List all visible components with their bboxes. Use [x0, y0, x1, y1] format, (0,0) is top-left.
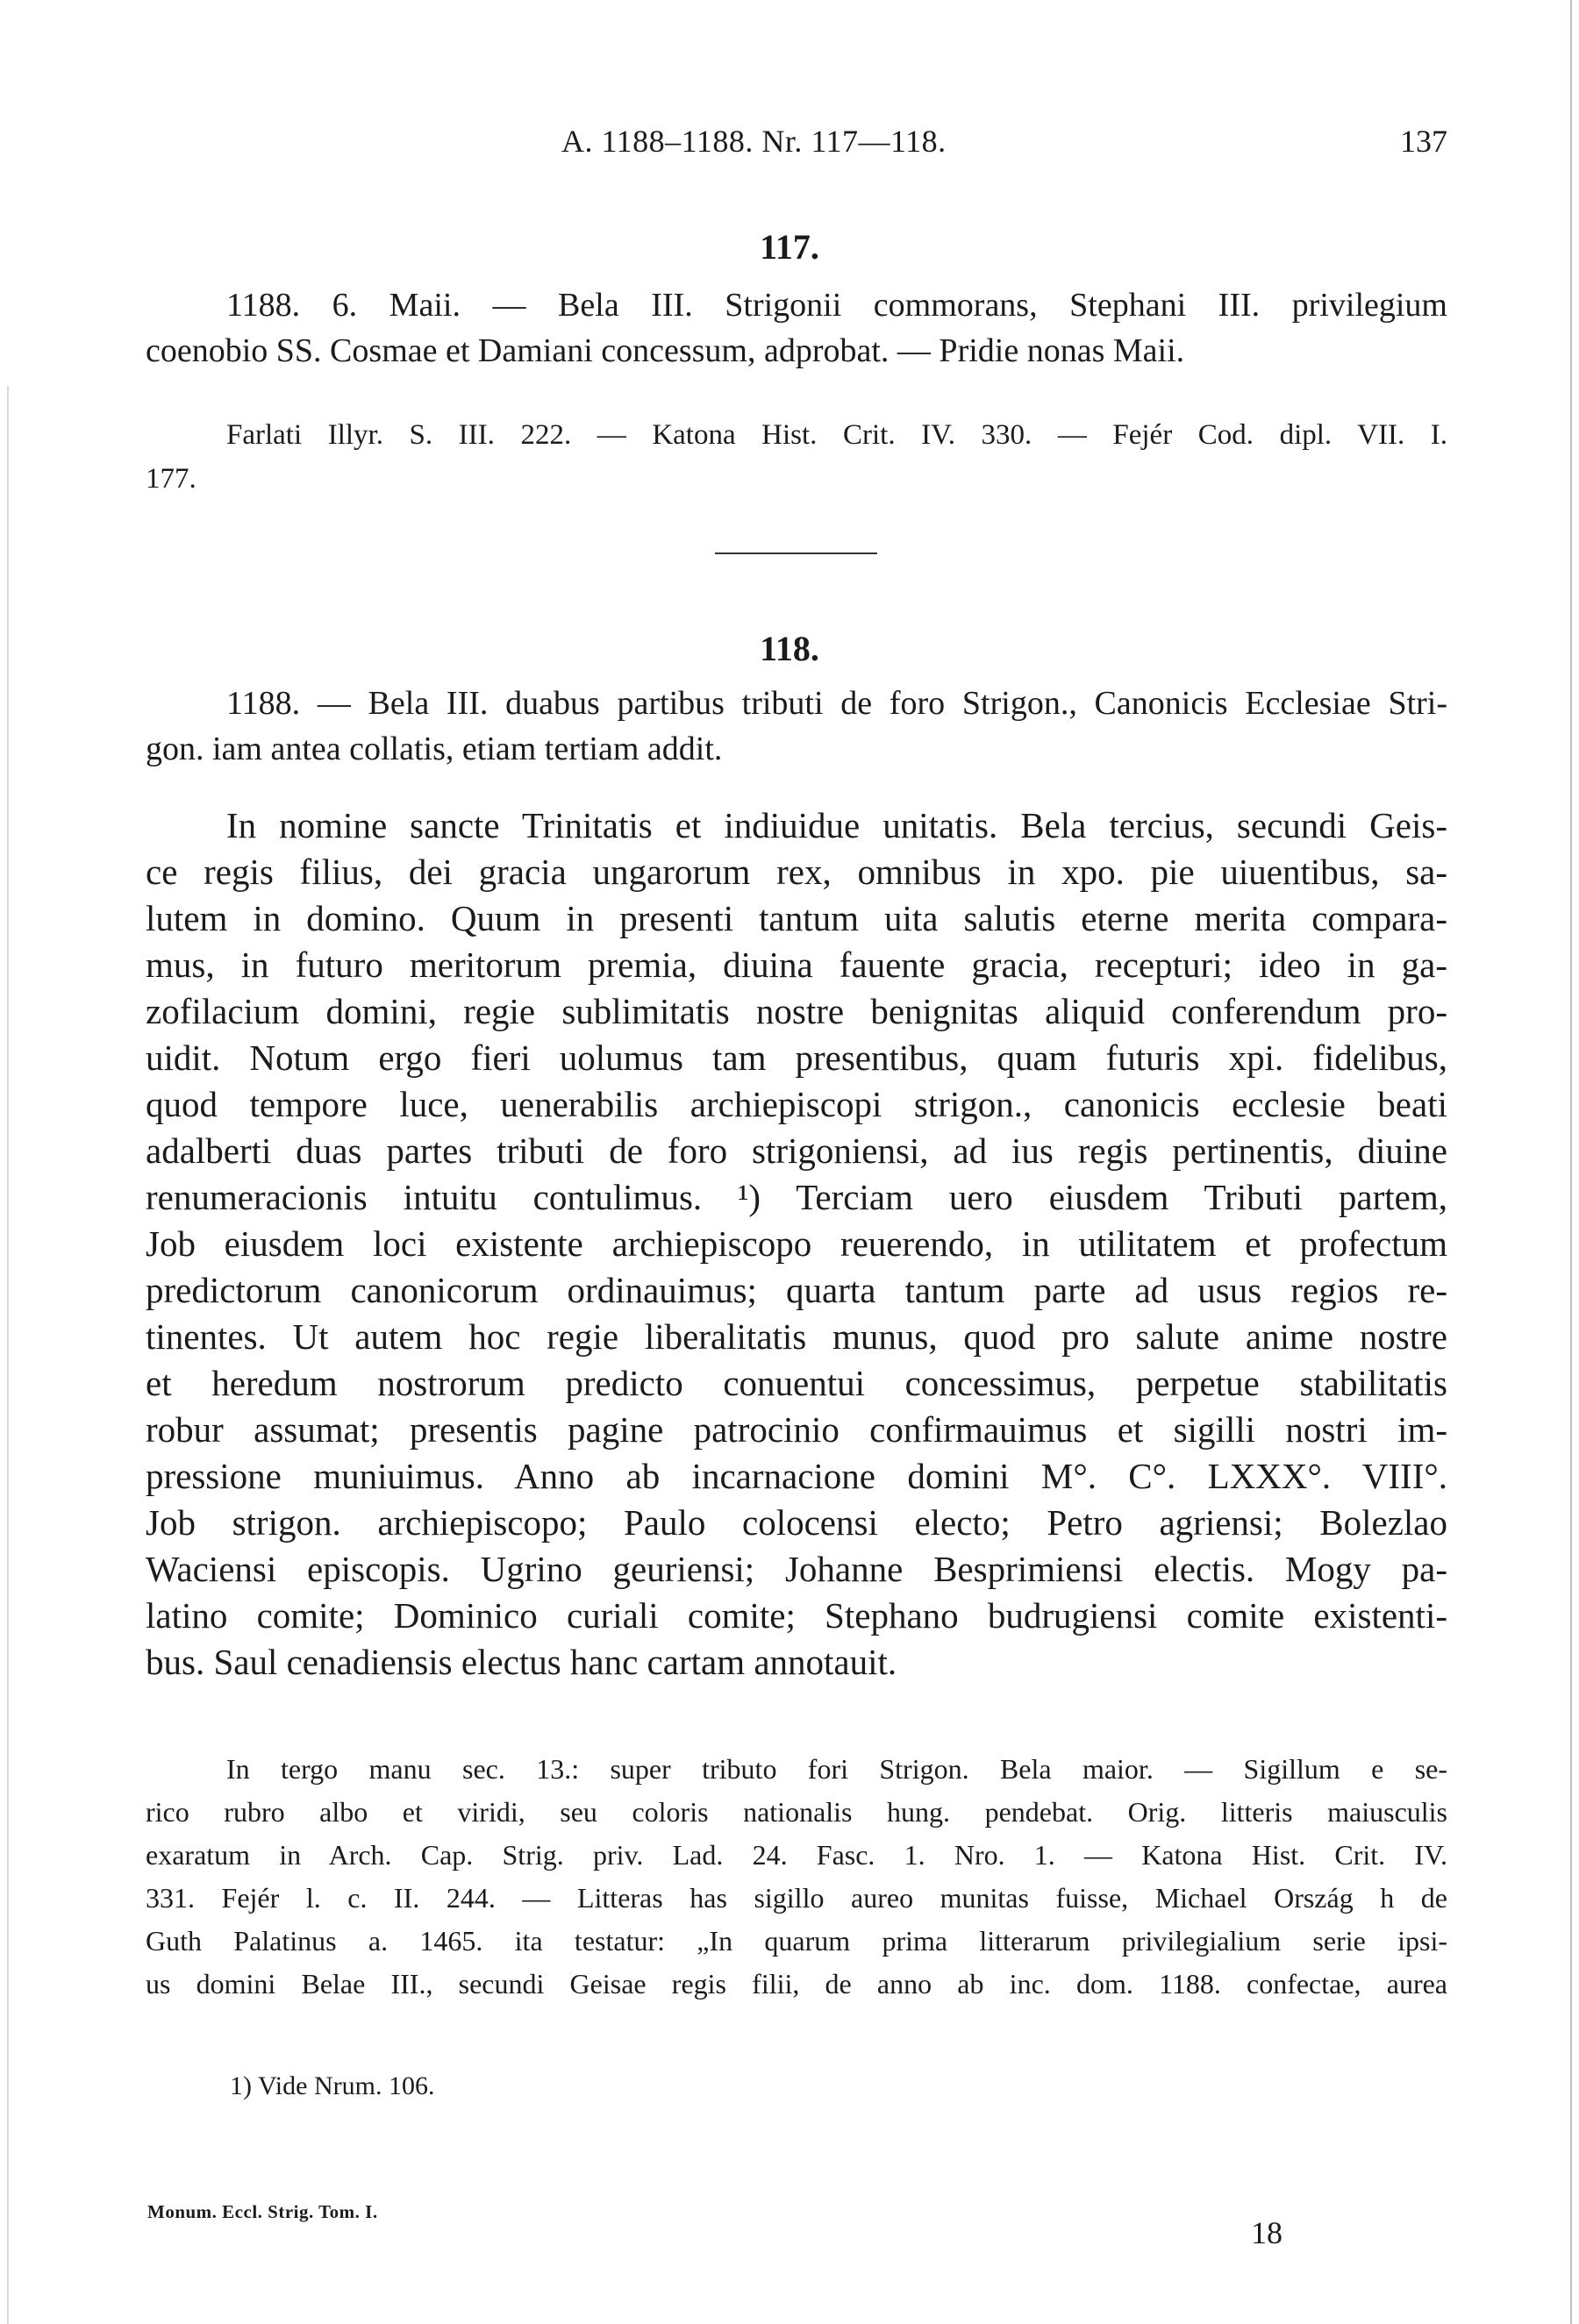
notes-line: us domini Belae III., secundi Geisae regis filii, de anno ab inc. dom. 1188. confectae, aurea — [146, 1968, 1447, 2000]
charter-line: tinentes. Ut autem hoc regie liberalitatis munus, quod pro salute anime nostre — [146, 1316, 1447, 1357]
charter-line: bus. Saul cenadiensis electus hanc cartam annotauit. — [146, 1642, 897, 1682]
notes-line: 331. Fejér l. c. II. 244. — Litteras has sigillo aureo munitas fuisse, Michael Ország h de — [146, 1882, 1447, 1914]
charter-line: zofilacium domini, regie sublimitatis nostre benignitas aliquid conferendum pro- — [146, 991, 1447, 1031]
charter-line: predictorum canonicorum ordinauimus; quarta tantum parte ad usus regios re- — [146, 1270, 1447, 1310]
footnote: 1) Vide Nrum. 106. — [230, 2071, 435, 2100]
doc-117-regest — [146, 282, 1447, 374]
archival-notes — [146, 1748, 1447, 2006]
notes-line: In tergo manu sec. 13.: super tributo fori Strigon. Bela maior. — Sigillum e se- — [226, 1753, 1447, 1785]
page-edge — [1570, 0, 1572, 2324]
charter-line: renumeracionis intuitu contulimus. ¹) Terciam uero eiusdem Tributi partem, — [146, 1177, 1447, 1217]
charter-line: pressione muniuimus. Anno ab incarnacione domini M°. C°. LXXX°. VIII°. — [146, 1456, 1447, 1496]
charter-line: quod tempore luce, uenerabilis archiepiscopi strigon., canonicis ecclesie beati — [146, 1084, 1447, 1124]
signature-mark: Monum. Eccl. Strig. Tom. I. — [147, 2201, 378, 2222]
charter-line: adalberti duas partes tributi de foro strigoniensi, ad ius regis pertinentis, diuine — [146, 1130, 1447, 1171]
charter-line: lutem in domino. Quum in presenti tantum uita salutis eterne merita compara- — [146, 898, 1447, 938]
charter-line: Waciensi episcopis. Ugrino geuriensi; Johanne Besprimiensi electis. Mogy pa- — [146, 1549, 1447, 1589]
sources-line: Farlati Illyr. S. III. 222. — Katona Hist. Crit. IV. 330. — Fejér Cod. dipl. VII. I. — [226, 419, 1447, 451]
charter-line: ce regis filius, dei gracia ungarorum rex, omnibus in xpo. pie uiuentibus, sa- — [146, 852, 1447, 892]
regest-line: gon. iam antea collatis, etiam tertiam addit. — [146, 731, 723, 767]
doc-117-sources — [146, 413, 1447, 501]
regest-line: 1188. — Bela III. duabus partibus tributi de foro Strigon., Canonicis Ecclesiae Stri- — [226, 685, 1447, 722]
notes-line: rico rubro albo et viridi, seu coloris nationalis hung. pendebat. Orig. litteris maiusculis — [146, 1796, 1447, 1828]
doc-117-number: 117. — [760, 227, 819, 267]
notes-line: Guth Palatinus a. 1465. ita testatur: „In quarum prima litterarum privilegialium serie ipsi- — [146, 1925, 1447, 1957]
running-head: A. 1188–1188. Nr. 117—118. — [561, 124, 947, 159]
charter-line: et heredum nostrorum predicto conuentui concessimus, perpetue stabilitatis — [146, 1363, 1447, 1403]
charter-line: Job strigon. archiepiscopo; Paulo colocensi electo; Petro agriensi; Bolezlao — [146, 1502, 1447, 1543]
charter-line: latino comite; Dominico curiali comite; Stephano budrugiensi comite existenti- — [146, 1595, 1447, 1636]
sources-line: 177. — [146, 463, 196, 495]
sheet-number: 18 — [1251, 2215, 1282, 2250]
charter-line: In nomine sancte Trinitatis et indiuidue unitatis. Bela tercius, secundi Geis- — [226, 805, 1447, 845]
regest-line: 1188. 6. Maii. — Bela III. Strigonii commorans, Stephani III. privilegium — [226, 287, 1447, 324]
charter-line: robur assumat; presentis pagine patrocinio confirmauimus et sigilli nostri im- — [146, 1409, 1447, 1450]
page-number: 137 — [1400, 124, 1447, 159]
regest-line: coenobio SS. Cosmae et Damiani concessum, adprobat. — Pridie nonas Maii. — [146, 332, 1185, 369]
charter-line: uidit. Notum ergo fieri uolumus tam presentibus, quam futuris xpi. fidelibus, — [146, 1037, 1447, 1078]
doc-118-regest — [146, 681, 1447, 772]
page-edge-left — [7, 386, 9, 2324]
section-divider — [715, 552, 877, 554]
charter-line: mus, in futuro meritorum premia, diuina fauente gracia, recepturi; ideo in ga- — [146, 945, 1447, 985]
charter-line: Job eiusdem loci existente archiepiscopo reuerendo, in utilitatem et profectum — [146, 1223, 1447, 1264]
charter-text — [146, 802, 1447, 1686]
notes-line: exaratum in Arch. Cap. Strig. priv. Lad. 24. Fasc. 1. Nro. 1. — Katona Hist. Crit. IV. — [146, 1839, 1447, 1871]
doc-118-number: 118. — [760, 629, 819, 668]
